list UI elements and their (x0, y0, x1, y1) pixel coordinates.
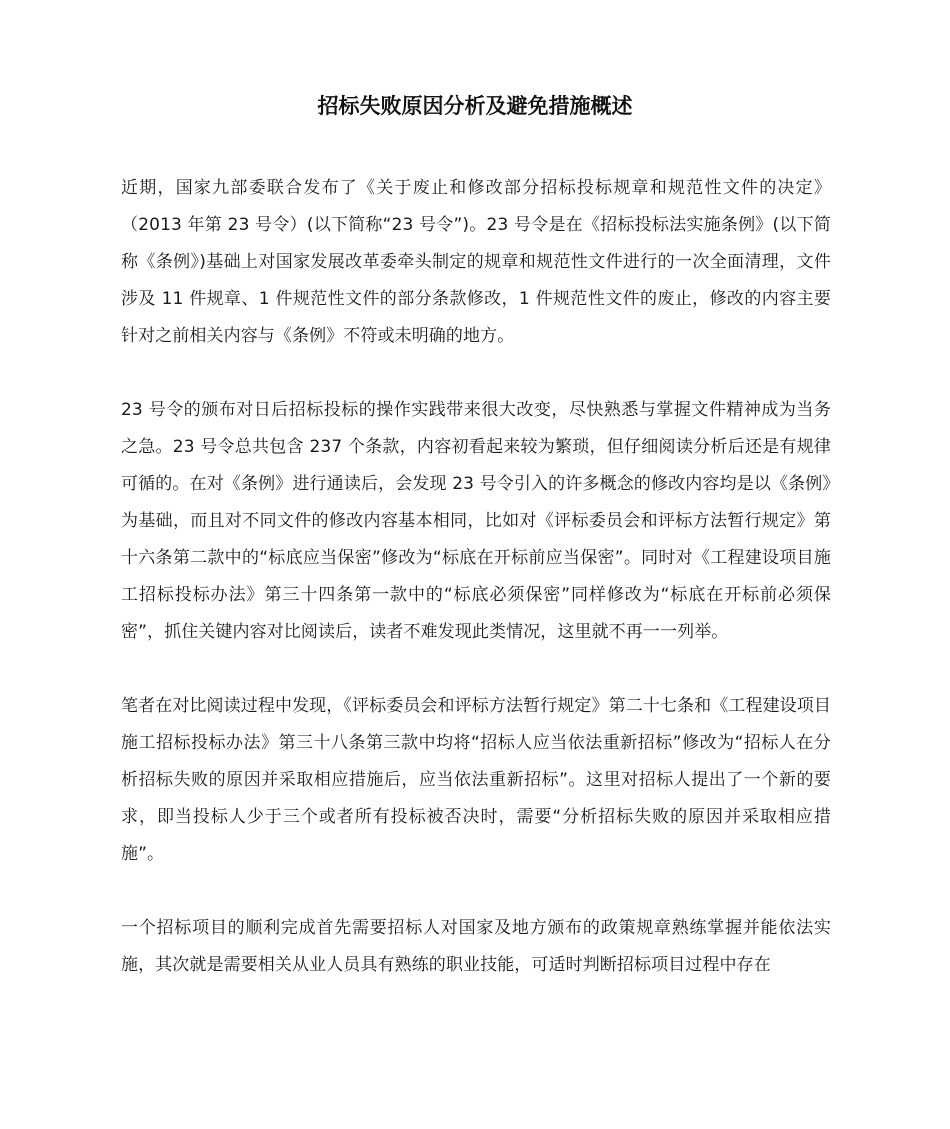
document-body (121, 170, 831, 1021)
paragraph-1: 近期，国家九部委联合发布了《关于废止和修改部分招标投标规章和规范性文件的决定》（2013 年第 23 号令）(以下简称“23 号令”)。23 号令是在《招标投标法实施条例》(以下简称《条例》)基础上对国家发展改革委牵头制定的规章和规范性文件进行的一次全面清理，文件涉及 11 件规章、1 件规范性文件的部分条款修改，1 件规范性文件的废止，修改的内容主要针对之前相关内容与《条例》不符或未明确的地方。 (121, 178, 831, 346)
paragraph-2: 23 号令的颁布对日后招标投标的操作实践带来很大改变，尽快熟悉与掌握文件精神成为当务之急。23 号令总共包含 237 个条款，内容初看起来较为繁琐，但仔细阅读分析后还是有规律可循的。在对《条例》进行通读后，会发现 23 号令引入的许多概念的修改内容均是以《条例》为基础，而且对不同文件的修改内容基本相同，比如对《评标委员会和评标方法暂行规定》第十六条第二款中的“标底应当保密”修改为“标底在开标前应当保密”。同时对《工程建设项目施工招标投标办法》第三十四条第一款中的“标底必须保密”同样修改为“标底在开标前必须保密”，抓住关键内容对比阅读后，读者不难发现此类情况，这里就不再一一列举。 (121, 400, 831, 642)
paragraph-4: 一个招标项目的顺利完成首先需要招标人对国家及地方颁布的政策规章熟练掌握并能依法实施，其次就是需要相关从业人员具有熟练的职业技能，可适时判断招标项目过程中存在 (121, 918, 831, 975)
paragraph-3: 笔者在对比阅读过程中发现，《评标委员会和评标方法暂行规定》第二十七条和《工程建设项目施工招标投标办法》第三十八条第三款中均将“招标人应当依法重新招标”修改为“招标人在分析招标失败的原因并采取相应措施后，应当依法重新招标”。这里对招标人提出了一个新的要求，即当投标人少于三个或者所有投标被否决时，需要“分析招标失败的原因并采取相应措施”。 (121, 696, 831, 864)
document-title: 招标失败原因分析及避免措施概述 (317, 94, 633, 118)
